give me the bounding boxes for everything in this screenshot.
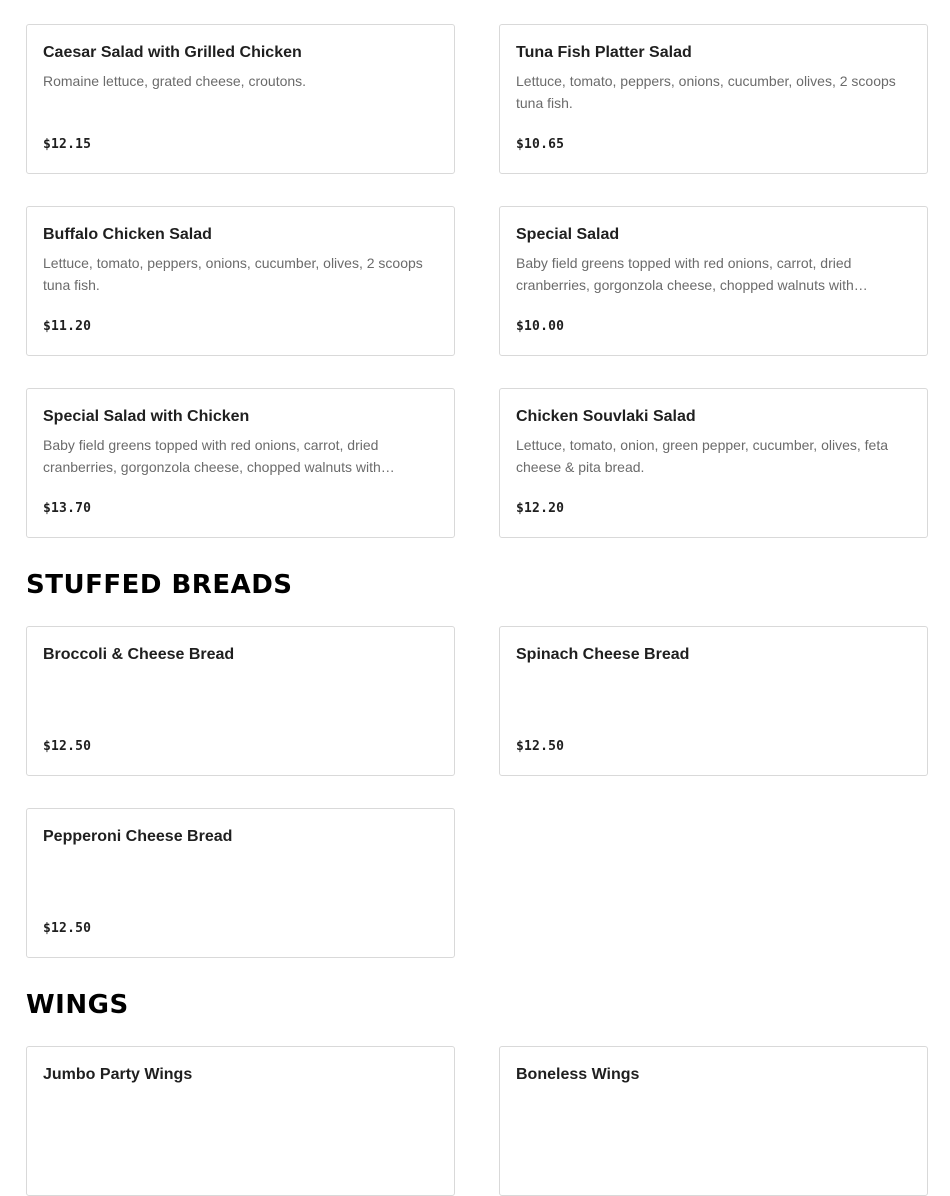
menu-item-name: Jumbo Party Wings	[43, 1066, 193, 1083]
menu-item-name: Pepperoni Cheese Bread	[43, 828, 233, 845]
menu-item-name: Caesar Salad with Grilled Chicken	[43, 44, 302, 61]
menu-item-name: Boneless Wings	[516, 1066, 640, 1083]
menu-item-description: Lettuce, tomato, peppers, onions, cucumber, olives, 2 scoops tuna fish.	[43, 255, 423, 293]
menu-item-price: $13.70	[43, 501, 92, 516]
menu-item-price: $12.15	[43, 137, 92, 152]
menu-item-name: Special Salad	[516, 226, 620, 243]
menu-item-name: Tuna Fish Platter Salad	[516, 44, 692, 61]
menu-item-card[interactable]	[499, 626, 928, 776]
menu-item-card[interactable]	[26, 626, 455, 776]
menu-item-name: Buffalo Chicken Salad	[43, 226, 212, 243]
menu-item-card[interactable]	[499, 1046, 928, 1196]
menu-item-description: Lettuce, tomato, onion, green pepper, cucumber, olives, feta cheese & pita bread.	[516, 437, 889, 475]
menu-item-card[interactable]	[499, 24, 928, 174]
menu-item-card[interactable]	[26, 24, 455, 174]
section-heading-stuffed-breads: STUFFED BREADS	[26, 570, 293, 600]
menu-item-description: Baby field greens topped with red onions, carrot, dried cranberries, gorgonzola cheese, chopped walnuts with…	[516, 255, 868, 293]
menu-item-price: $12.20	[516, 501, 565, 516]
menu-item-card[interactable]	[499, 206, 928, 356]
menu-item-card[interactable]	[26, 808, 455, 958]
menu-item-description: Romaine lettuce, grated cheese, croutons.	[43, 73, 307, 89]
menu-item-card[interactable]	[26, 388, 455, 538]
menu-item-price: $12.50	[516, 739, 565, 754]
menu-item-card[interactable]	[499, 388, 928, 538]
menu-item-name: Spinach Cheese Bread	[516, 646, 690, 663]
menu-item-description: Lettuce, tomato, peppers, onions, cucumber, olives, 2 scoops tuna fish.	[516, 73, 896, 111]
menu-item-price: $10.00	[516, 319, 565, 334]
section-heading-wings: WINGS	[26, 990, 129, 1020]
menu-item-price: $11.20	[43, 319, 92, 334]
menu-item-name: Broccoli & Cheese Bread	[43, 646, 235, 663]
menu-item-card[interactable]	[26, 206, 455, 356]
menu-item-name: Chicken Souvlaki Salad	[516, 408, 696, 425]
menu-item-card[interactable]	[26, 1046, 455, 1196]
menu-item-name: Special Salad with Chicken	[43, 408, 250, 425]
menu-item-price: $10.65	[516, 137, 565, 152]
menu-item-price: $12.50	[43, 921, 92, 936]
menu-item-price: $12.50	[43, 739, 92, 754]
menu-item-description: Baby field greens topped with red onions, carrot, dried cranberries, gorgonzola cheese, chopped walnuts with…	[43, 437, 395, 475]
